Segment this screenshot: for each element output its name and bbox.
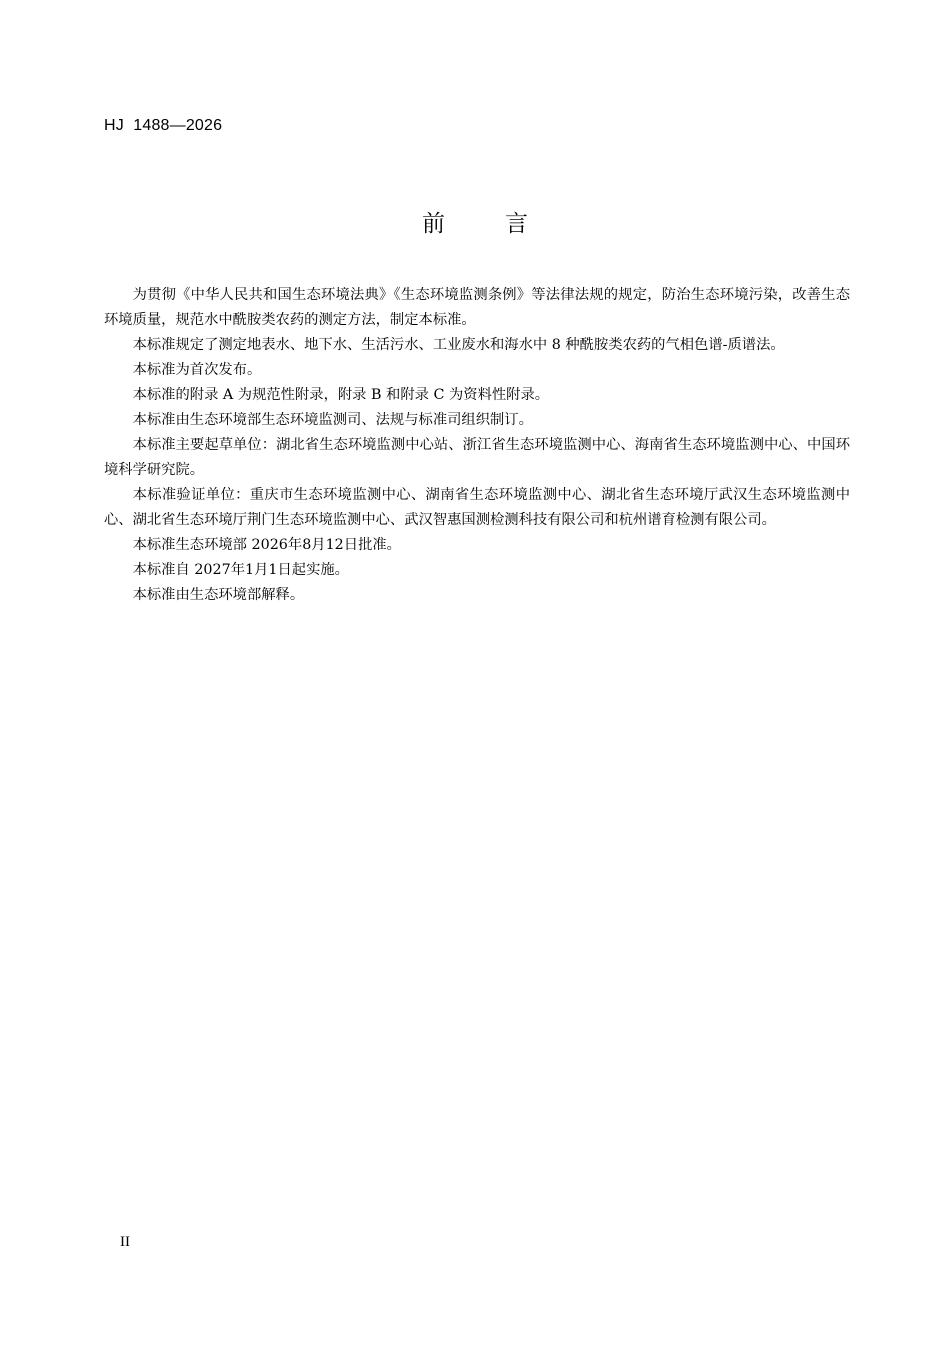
paragraph-approval: 本标准生态环境部 2026年8月12日批准。 xyxy=(132,537,401,553)
paragraph-interpretation: 本标准由生态环境部解释。 xyxy=(132,587,305,603)
standard-code: HJ 1488—2026 xyxy=(104,117,223,134)
title-char-1: 前 xyxy=(422,211,445,237)
page-number: II xyxy=(120,1234,130,1250)
paragraph-first-release: 本标准为首次发布。 xyxy=(132,362,262,378)
paragraph-purpose: 为贯彻《中华人民共和国生态环境法典》《生态环境监测条例》等法律法规的规定，防治生态环境污染，改善生态环境质量，规范水中酰胺类农药的测定方法，制定本标准。 xyxy=(104,287,850,328)
paragraph-effective-date: 本标准自 2027年1月1日起实施。 xyxy=(132,562,349,578)
page-title xyxy=(0,205,950,238)
paragraph-organizer: 本标准由生态环境部生态环境监测司、法规与标准司组织制订。 xyxy=(132,412,533,428)
title-char-2: 言 xyxy=(505,211,528,237)
paragraph-scope: 本标准规定了测定地表水、地下水、生活污水、工业废水和海水中 8 种酰胺类农药的气相色谱-质谱法。 xyxy=(132,337,785,353)
paragraph-validators: 本标准验证单位：重庆市生态环境监测中心、湖南省生态环境监测中心、湖北省生态环境厅武汉生态环境监测中心、湖北省生态环境厅荆门生态环境监测中心、武汉智惠国测检测科技有限公司和杭州谱育检测有限公司。 xyxy=(104,487,850,528)
foreword-body xyxy=(104,283,850,608)
paragraph-appendices: 本标准的附录 A 为规范性附录，附录 B 和附录 C 为资料性附录。 xyxy=(132,387,550,403)
paragraph-drafters: 本标准主要起草单位：湖北省生态环境监测中心站、浙江省生态环境监测中心、海南省生态环境监测中心、中国环境科学研究院。 xyxy=(104,437,850,478)
